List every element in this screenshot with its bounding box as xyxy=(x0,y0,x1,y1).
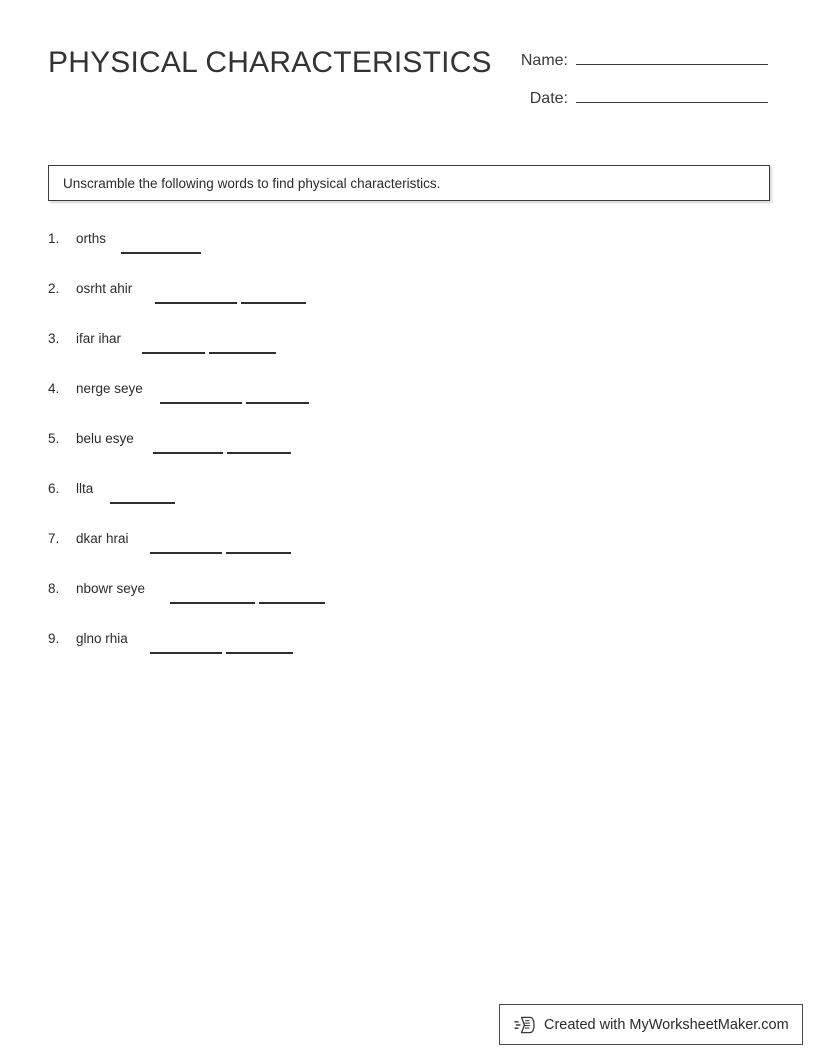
scrambled-word: llta xyxy=(76,481,94,496)
answer-blank-line[interactable] xyxy=(160,394,242,404)
question-item xyxy=(48,228,768,278)
answer-blank-line[interactable] xyxy=(150,544,222,554)
answer-blank-line[interactable] xyxy=(142,344,205,354)
question-item xyxy=(48,328,768,378)
question-number: 6. xyxy=(48,481,60,496)
footer-badge-text: Created with MyWorksheetMaker.com xyxy=(544,1016,789,1033)
question-item xyxy=(48,278,768,328)
question-number: 3. xyxy=(48,331,60,346)
question-number: 4. xyxy=(48,381,60,396)
answer-blank-line[interactable] xyxy=(227,444,291,454)
scrambled-word: dkar hrai xyxy=(76,531,129,546)
answer-blank-line[interactable] xyxy=(155,294,237,304)
page-title: PHYSICAL CHARACTERISTICS xyxy=(48,46,492,79)
name-row xyxy=(500,46,768,84)
worksheet-maker-logo-icon xyxy=(514,1014,536,1036)
answer-blanks xyxy=(150,644,293,654)
name-label: Name: xyxy=(520,52,568,69)
answer-blanks xyxy=(153,444,291,454)
question-item xyxy=(48,528,768,578)
scrambled-word: nerge seye xyxy=(76,381,143,396)
question-number: 5. xyxy=(48,431,60,446)
answer-blanks xyxy=(110,494,175,504)
date-row xyxy=(500,84,768,122)
answer-blanks xyxy=(160,394,309,404)
question-item xyxy=(48,628,768,678)
answer-blank-line[interactable] xyxy=(241,294,306,304)
date-label: Date: xyxy=(529,90,568,107)
worksheet-header xyxy=(48,44,768,124)
answer-blank-line[interactable] xyxy=(153,444,223,454)
scrambled-word: orths xyxy=(76,231,107,246)
question-number: 8. xyxy=(48,581,60,596)
question-number: 7. xyxy=(48,531,60,546)
scrambled-word: nbowr seye xyxy=(76,581,146,596)
question-number: 9. xyxy=(48,631,60,646)
student-meta-block xyxy=(500,46,768,122)
scrambled-word: osrht ahir xyxy=(76,281,133,296)
answer-blanks xyxy=(155,294,306,304)
footer-badge[interactable] xyxy=(499,1004,803,1045)
answer-blank-line[interactable] xyxy=(226,644,293,654)
question-list xyxy=(48,228,768,678)
scrambled-word: glno rhia xyxy=(76,631,128,646)
answer-blank-line[interactable] xyxy=(226,544,291,554)
answer-blanks xyxy=(170,594,325,604)
answer-blank-line[interactable] xyxy=(246,394,309,404)
answer-blank-line[interactable] xyxy=(170,594,255,604)
question-number: 2. xyxy=(48,281,60,296)
answer-blank-line[interactable] xyxy=(259,594,325,604)
question-number: 1. xyxy=(48,231,60,246)
instruction-text: Unscramble the following words to find physical characteristics. xyxy=(63,175,441,191)
instruction-box xyxy=(48,165,770,201)
question-item xyxy=(48,428,768,478)
date-input-line[interactable] xyxy=(576,84,768,103)
answer-blanks xyxy=(142,344,276,354)
answer-blank-line[interactable] xyxy=(121,244,201,254)
name-input-line[interactable] xyxy=(576,46,768,65)
scrambled-word: belu esye xyxy=(76,431,134,446)
answer-blank-line[interactable] xyxy=(209,344,276,354)
answer-blanks xyxy=(121,244,201,254)
answer-blank-line[interactable] xyxy=(110,494,175,504)
question-item xyxy=(48,478,768,528)
question-item xyxy=(48,378,768,428)
answer-blank-line[interactable] xyxy=(150,644,222,654)
question-item xyxy=(48,578,768,628)
scrambled-word: ifar ihar xyxy=(76,331,122,346)
answer-blanks xyxy=(150,544,291,554)
